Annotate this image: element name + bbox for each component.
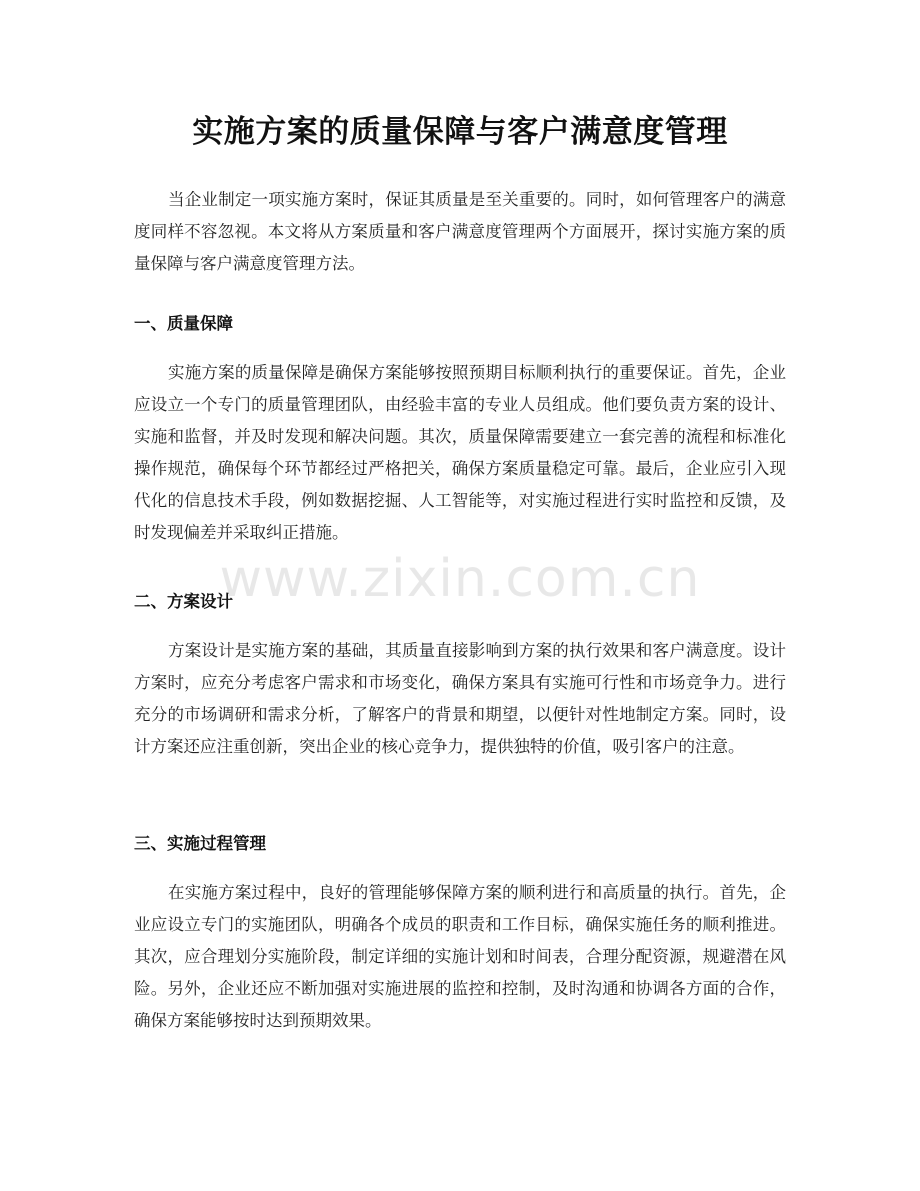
section-heading-quality: 一、质量保障	[134, 314, 233, 333]
page-title: 实施方案的质量保障与客户满意度管理	[192, 114, 728, 150]
section-body-design: 方案设计是实施方案的基础，其质量直接影响到方案的执行效果和客户满意度。设计方案时，应充分考虑客户需求和市场变化，确保方案具有实施可行性和市场竞争力。进行充分的市场调研和需求分析，了解客户的背景和期望，以便针对性地制定方案。同时，设计方案还应注重创新，突出企业的核心竞争力，提供独特的价值，吸引客户的注意。	[134, 641, 786, 756]
intro-paragraph: 当企业制定一项实施方案时，保证其质量是至关重要的。同时，如何管理客户的满意度同样不容忽视。本文将从方案质量和客户满意度管理两个方面展开，探讨实施方案的质量保障与客户满意度管理方法。	[134, 190, 786, 273]
watermark: www.zixin.com.cn	[219, 549, 701, 609]
section-heading-process: 三、实施过程管理	[134, 834, 266, 853]
section-heading-design: 二、方案设计	[134, 592, 233, 611]
section-body-process: 在实施方案过程中，良好的管理能够保障方案的顺利进行和高质量的执行。首先，企业应设立专门的实施团队，明确各个成员的职责和工作目标，确保实施任务的顺利推进。其次，应合理划分实施阶段，制定详细的实施计划和时间表，合理分配资源，规避潜在风险。另外，企业还应不断加强对实施进展的监控和控制，及时沟通和协调各方面的合作，确保方案能够按时达到预期效果。	[134, 883, 786, 1030]
section-body-quality: 实施方案的质量保障是确保方案能够按照预期目标顺利执行的重要保证。首先，企业应设立一个专门的质量管理团队，由经验丰富的专业人员组成。他们要负责方案的设计、实施和监督，并及时发现和解决问题。其次，质量保障需要建立一套完善的流程和标准化操作规范，确保每个环节都经过严格把关，确保方案质量稳定可靠。最后，企业应引入现代化的信息技术手段，例如数据挖掘、人工智能等，对实施过程进行实时监控和反馈，及时发现偏差并采取纠正措施。	[134, 363, 786, 542]
